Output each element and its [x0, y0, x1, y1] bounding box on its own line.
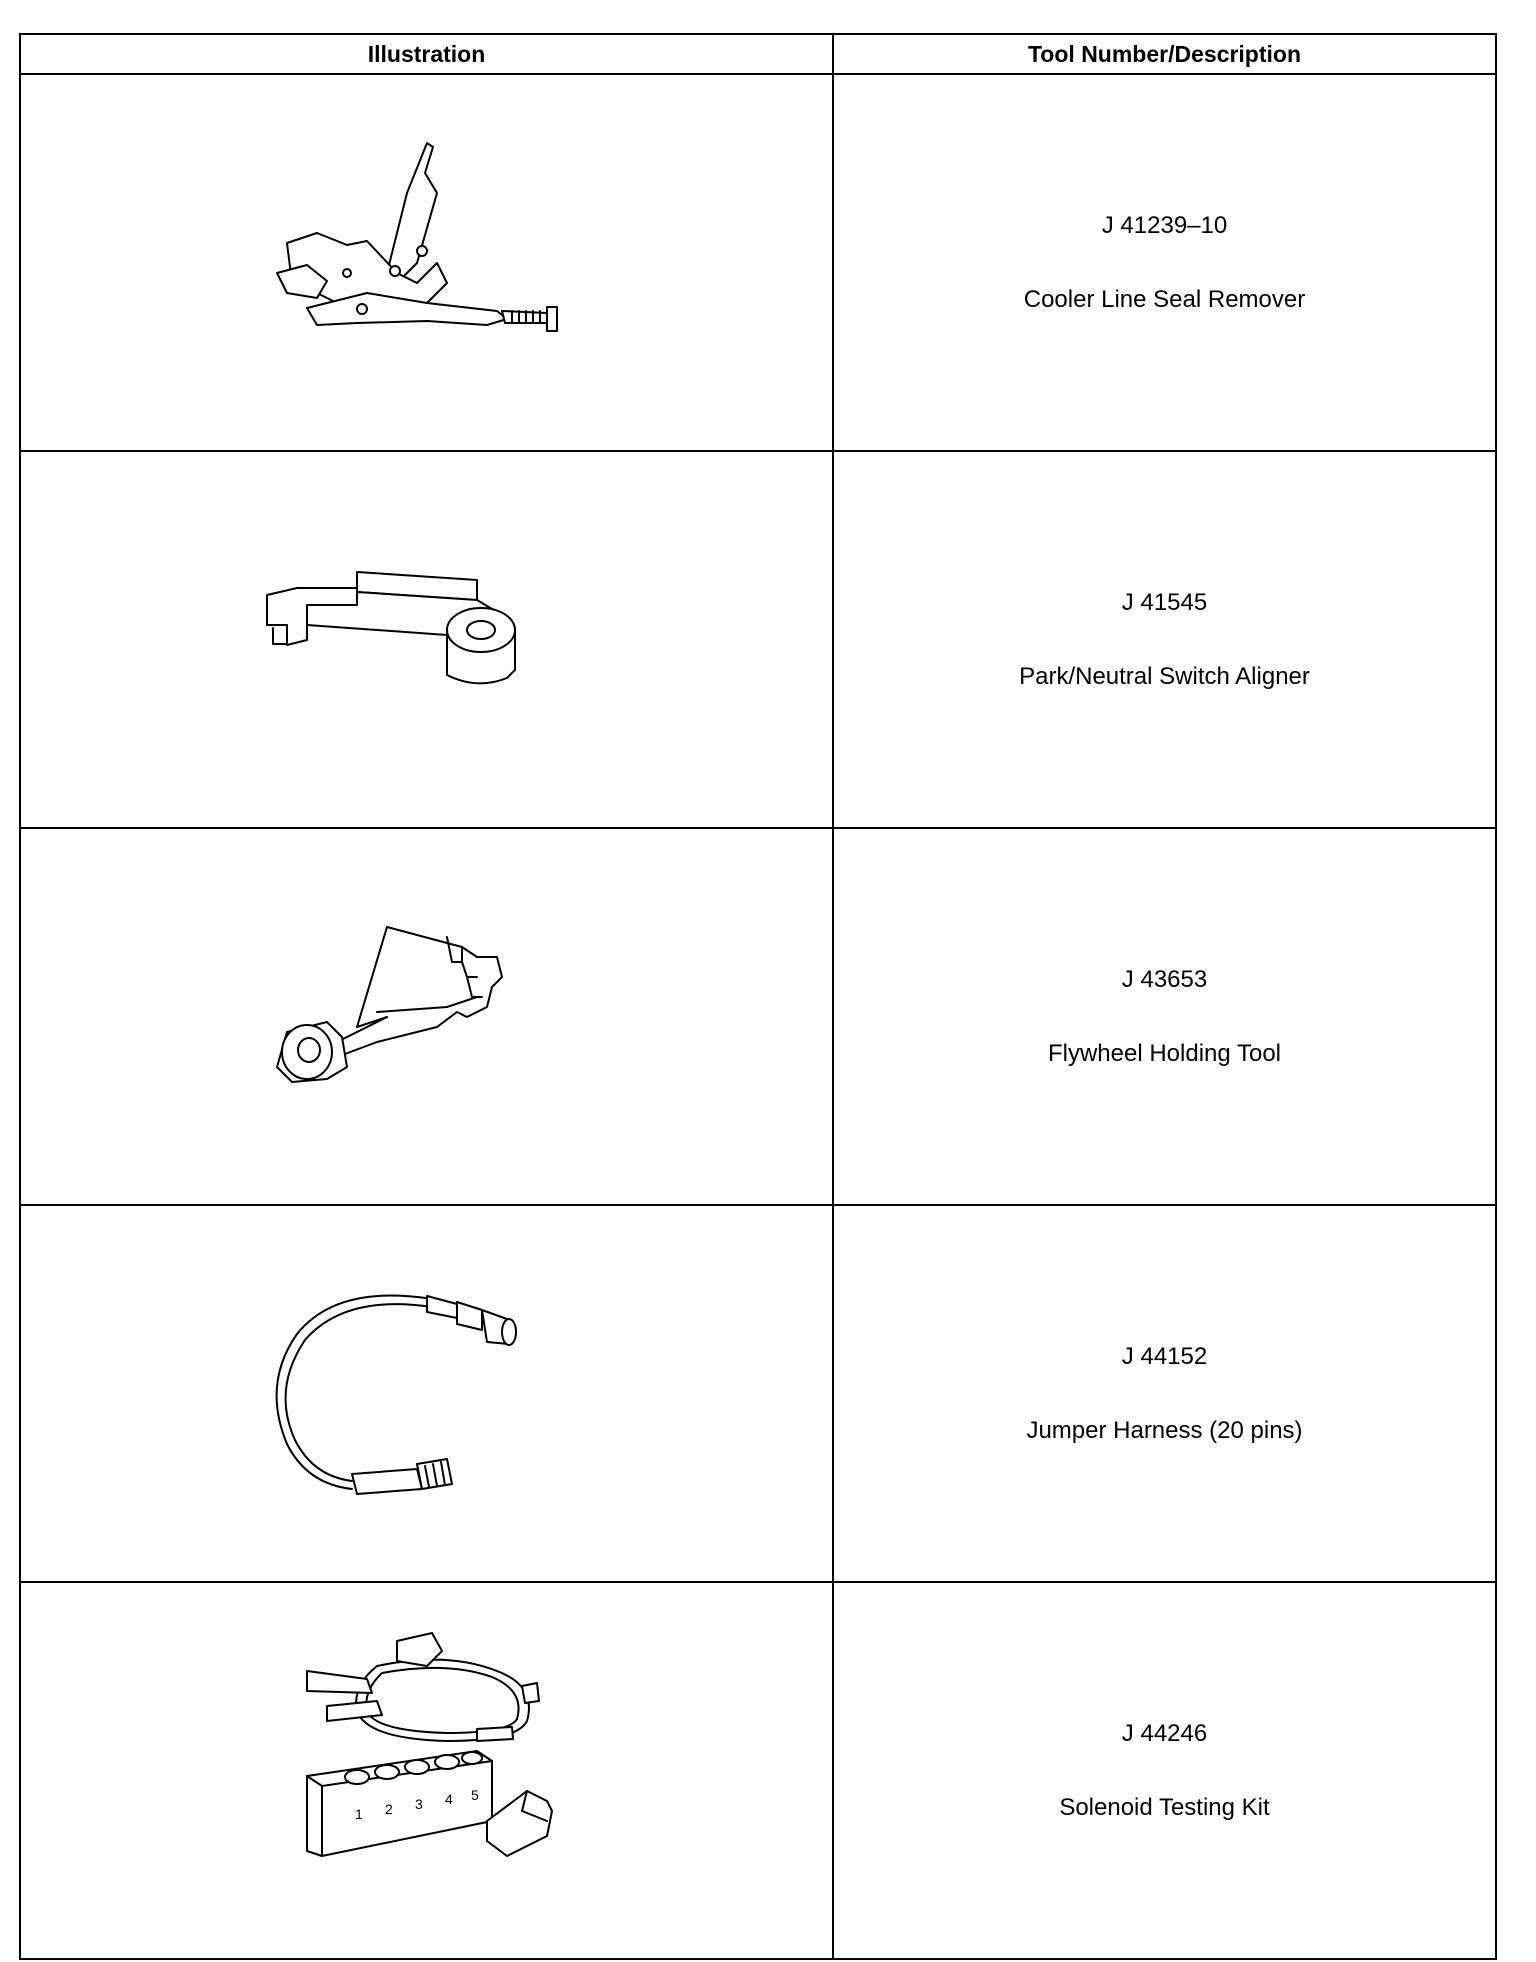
tool-description: Jumper Harness (20 pins)	[1026, 1416, 1303, 1444]
tools-table	[19, 33, 1497, 1960]
tool-description-cell	[833, 74, 1496, 451]
kit-block-digit: 1	[354, 1805, 363, 1822]
tool-number: J 44246	[1121, 1719, 1208, 1747]
kit-block-digit: 4	[444, 1790, 453, 1807]
header-illustration: Illustration	[20, 34, 833, 74]
tool-number: J 41545	[1121, 588, 1208, 616]
kit-block-digit: 3	[414, 1795, 423, 1812]
tool-description-cell	[833, 828, 1496, 1205]
tool-description: Flywheel Holding Tool	[1047, 1039, 1281, 1067]
table-header-row	[20, 34, 1496, 74]
table-row	[20, 451, 1496, 828]
table-row	[20, 1205, 1496, 1582]
table-row	[20, 74, 1496, 451]
illustration-cell	[20, 1582, 833, 1959]
solenoid-kit-icon	[247, 1611, 607, 1931]
kit-block-digit: 5	[470, 1786, 479, 1803]
illustration-cell	[20, 451, 833, 828]
table-row	[20, 1582, 1496, 1959]
tool-description-cell	[833, 451, 1496, 828]
tool-number: J 44152	[1121, 1342, 1208, 1370]
kit-block-digit: 2	[384, 1800, 393, 1817]
tool-description: Solenoid Testing Kit	[1059, 1793, 1270, 1821]
tool-description: Park/Neutral Switch Aligner	[1019, 662, 1310, 690]
tool-description-cell	[833, 1582, 1496, 1959]
tool-number: J 41239–10	[1101, 211, 1228, 239]
illustration-cell	[20, 1205, 833, 1582]
header-tool-number-description: Tool Number/Description	[833, 34, 1496, 74]
tool-number: J 43653	[1121, 965, 1208, 993]
tool-description: Cooler Line Seal Remover	[1023, 285, 1306, 313]
jumper-harness-icon	[247, 1274, 607, 1514]
table-row	[20, 828, 1496, 1205]
switch-aligner-icon	[247, 550, 607, 730]
flywheel-holder-icon	[247, 917, 607, 1117]
seal-remover-pliers-icon	[247, 133, 607, 393]
tool-description-cell	[833, 1205, 1496, 1582]
illustration-cell	[20, 74, 833, 451]
illustration-cell	[20, 828, 833, 1205]
